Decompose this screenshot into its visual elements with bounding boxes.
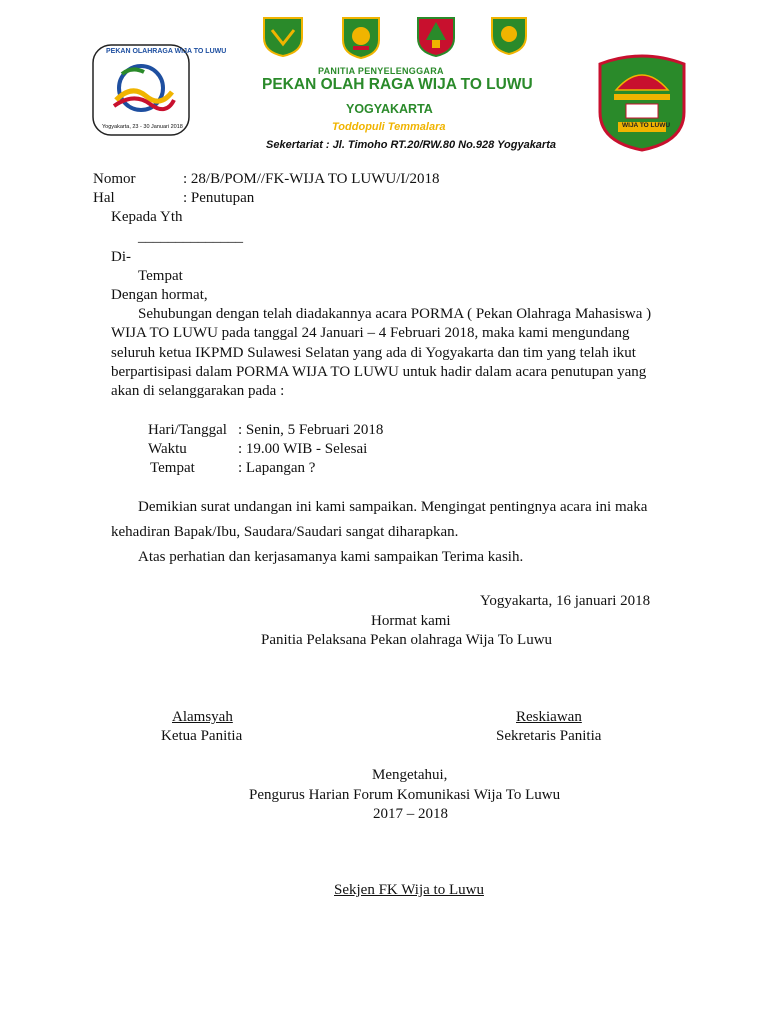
nomor-value: : 28/B/POM//FK-WIJA TO LUWU/I/2018 [183,171,440,187]
emblem-4 [490,14,528,61]
recipient-place: Tempat [138,268,183,284]
body-line: akan di selanggarakan pada : [111,383,285,399]
nomor-label: Nomor [93,171,136,187]
event-logo-text: PEKAN OLAHRAGA WIJA TO LUWU [106,48,227,55]
organizer-label: PANITIA PENYELENGGARA [318,66,444,76]
hormat-kami: Hormat kami [371,613,451,629]
signer-left-name: Alamsyah [172,709,233,725]
secretariat-address: Sekertariat : Jl. Timoho RT.20/RW.80 No.928 Yogyakarta [266,139,556,151]
signer-right-role: Sekretaris Panitia [496,728,602,744]
signer-left-role: Ketua Panitia [161,728,243,744]
closing-line: Demikian surat undangan ini kami sampaikan. Mengingat pentingnya acara ini maka [138,499,648,515]
recipient-di: Di- [111,249,131,265]
body-line: WIJA TO LUWU pada tanggal 24 Januari – 4 Februari 2018, maka kami mengundang [111,325,630,341]
detail-value: : 19.00 WIB - Selesai [238,441,368,457]
acknowledged-label: Mengetahui, [372,767,448,783]
detail-value: : Senin, 5 Februari 2018 [238,422,384,438]
detail-value: : Lapangan ? [238,460,316,476]
regency-logo [596,50,688,152]
hal-value: : Penutupan [183,190,255,206]
event-motto: Toddopuli Temmalara [332,121,446,133]
secretary-general: Sekjen FK Wija to Luwu [334,882,484,898]
board-name: Pengurus Harian Forum Komunikasi Wija To Luwu [249,787,561,803]
signer-right-name: Reskiawan [516,709,582,725]
recipient-blank: ______________ [138,229,243,245]
event-logo-date: Yogyakarta, 23 - 30 Januari 2018 [102,124,183,130]
hal-label: Hal [93,190,115,206]
closing-line: kehadiran Bapak/Ibu, Saudara/Saudari sangat diharapkan. [111,524,459,540]
detail-label: Waktu [148,441,187,457]
emblem-2 [341,14,381,65]
nomor-row [93,170,440,188]
detail-label: Tempat [150,460,195,476]
board-period: 2017 – 2018 [373,806,448,822]
body-line: seluruh ketua IKPMD Sulawesi Selatan yang ada di Yogyakarta dan tim yang telah ikut [111,345,636,361]
body-line: Sehubungan dengan telah diadakannya acara PORMA ( Pekan Olahraga Mahasiswa ) [138,306,652,322]
event-city: YOGYAKARTA [346,102,433,116]
committee-name: Panitia Pelaksana Pekan olahraga Wija To Luwu [261,632,553,648]
body-line: berpartisipasi dalam PORMA WIJA TO LUWU untuk hadir dalam acara penutupan yang [111,364,647,380]
regency-logo-text: WIJA TO LUWU [622,122,671,129]
thanks-line: Atas perhatian dan kerjasamanya kami sampaikan Terima kasih. [138,549,524,565]
emblem-1 [262,14,304,63]
detail-label: Hari/Tanggal [148,422,227,438]
greeting: Dengan hormat, [111,287,208,303]
recipient-salutation: Kepada Yth [111,209,183,225]
place-date: Yogyakarta, 16 januari 2018 [480,593,651,609]
event-title: PEKAN OLAH RAGA WIJA TO LUWU [262,76,533,93]
emblem-3 [416,14,456,63]
event-logo [92,44,227,136]
hal-row [93,189,254,207]
